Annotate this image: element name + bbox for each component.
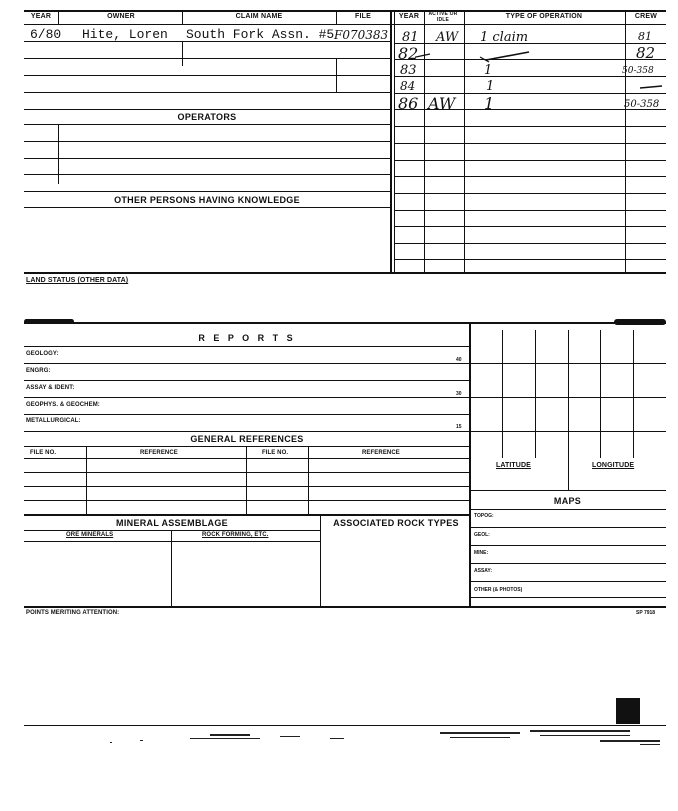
- header-claim-name: CLAIM NAME: [235, 13, 283, 20]
- log-crew-0: 81: [638, 30, 652, 43]
- points-meriting-attention-label: POINTS MERITING ATTENTION:: [26, 610, 120, 616]
- longitude-label: LONGITUDE: [592, 462, 635, 469]
- maps-mine: MINE:: [474, 550, 489, 556]
- report-geophys-label: GEOPHYS. & GEOCHEM:: [26, 402, 100, 408]
- other-persons-title: OTHER PERSONS HAVING KNOWLEDGE: [114, 195, 300, 205]
- report-assay-code: 30: [456, 391, 462, 397]
- operators-title: OPERATORS: [177, 112, 237, 122]
- ore-minerals-header: ORE MINERALS: [66, 532, 114, 538]
- report-engrg-label: ENGRG:: [26, 368, 51, 374]
- report-geology-label: GEOLOGY:: [26, 351, 59, 357]
- maps-topog: TOPOG:: [474, 513, 494, 519]
- maps-geol: GEOL:: [474, 532, 490, 538]
- log-status-4: AW: [428, 94, 456, 113]
- crew-tick-mark: [626, 80, 666, 94]
- log-operation-0: 1 claim: [480, 30, 529, 45]
- reports-title: R E P O R T S: [198, 333, 296, 343]
- land-status-label: LAND STATUS (OTHER DATA): [26, 277, 129, 284]
- header-owner: OWNER: [107, 13, 135, 20]
- report-assay-label: ASSAY & IDENT:: [26, 385, 75, 391]
- header-active-or-idle: ACTIVE OR IDLE: [428, 11, 458, 23]
- log-operation-4: 1: [484, 94, 495, 113]
- form-number: SP 7918: [636, 610, 656, 616]
- log-status-0: AW: [436, 30, 459, 45]
- maps-title: MAPS: [553, 496, 582, 506]
- ref-reference-1: REFERENCE: [140, 450, 178, 456]
- maps-assay: ASSAY:: [474, 568, 493, 574]
- log-crew-4: 50-358: [624, 99, 660, 110]
- general-references-title: GENERAL REFERENCES: [190, 434, 304, 444]
- log-year-0: 81: [402, 30, 419, 45]
- header-type-of-operation: TYPE OF OPERATION: [505, 13, 583, 20]
- log-operation-3: 1: [486, 79, 495, 94]
- header-file: FILE: [355, 13, 371, 20]
- latitude-label: LATITUDE: [496, 462, 531, 469]
- log-year-1: 82: [398, 44, 419, 63]
- scan-blot: [616, 698, 640, 724]
- ref-file-no-2: FILE NO.: [262, 450, 289, 456]
- rock-forming-header: ROCK FORMING, ETC.: [202, 532, 269, 538]
- log-crew-2: 50-358: [622, 66, 654, 76]
- header-crew: CREW: [634, 13, 658, 20]
- record-claim-name: South Fork Assn. #5: [186, 27, 335, 42]
- record-owner: Hite, Loren: [82, 27, 168, 42]
- associated-rock-types-title: ASSOCIATED ROCK TYPES: [333, 518, 459, 528]
- ref-file-no-1: FILE NO.: [30, 450, 57, 456]
- maps-other: OTHER (& PHOTOS): [474, 587, 523, 593]
- report-metallurgical-code: 15: [456, 424, 462, 430]
- log-year-4: 86: [398, 94, 419, 113]
- mineral-assemblage-title: MINERAL ASSEMBLAGE: [116, 518, 228, 528]
- log-operation-2: 1: [484, 63, 493, 78]
- header-year: YEAR: [30, 13, 52, 20]
- log-year-3: 84: [400, 79, 416, 93]
- record-file: F070383: [334, 28, 389, 42]
- log-crew-1: 82: [636, 44, 656, 62]
- scan-noise: [100, 728, 670, 758]
- report-metallurgical-label: METALLURGICAL:: [26, 418, 81, 424]
- header-year-2: YEAR: [398, 13, 420, 20]
- report-geology-code: 40: [456, 357, 462, 363]
- ref-reference-2: REFERENCE: [362, 450, 400, 456]
- record-year: 6/80: [30, 27, 62, 42]
- log-year-2: 83: [400, 63, 417, 78]
